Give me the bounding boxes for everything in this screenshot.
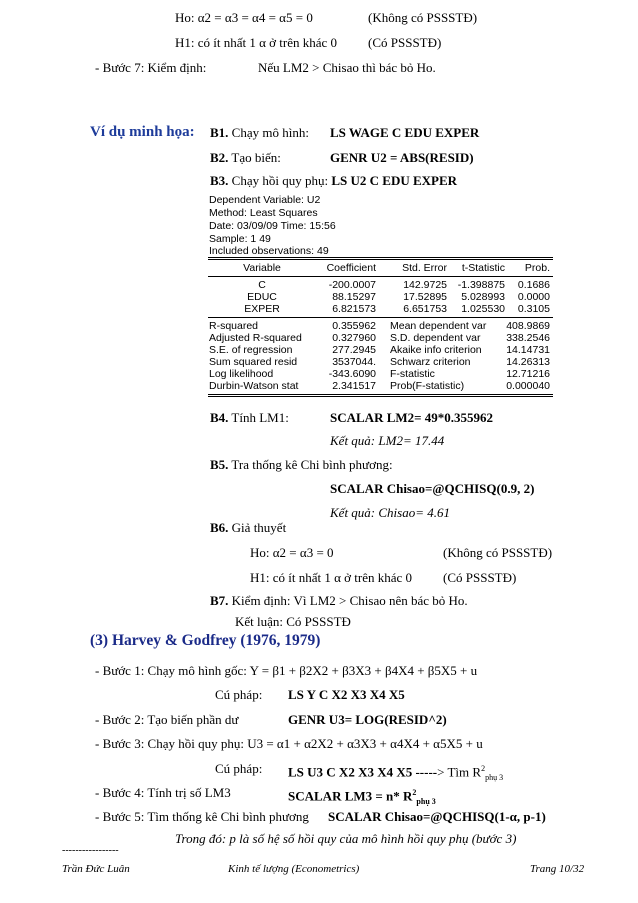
step-b6-h1: H1: có ít nhất 1 α ở trên khác 0 xyxy=(250,570,413,585)
footer-course: Kinh tế lượng (Econometrics) xyxy=(228,863,360,875)
hypothesis-h0-note: (Không có PSSSTĐ) xyxy=(368,10,478,25)
coef-prob: 0.0000 xyxy=(517,291,550,303)
example-b1: B1. Chạy mô hình: xyxy=(210,125,309,140)
example-b3: B3. Chạy hồi quy phụ: LS U2 C EDU EXPER xyxy=(210,173,458,188)
col-header-prob: Prob. xyxy=(524,262,550,274)
output-header-line: Date: 03/09/09 Time: 15:56 xyxy=(209,220,336,232)
harvey-step2: - Bước 2: Tạo biến phần dư xyxy=(95,712,239,727)
coef-value: 88.15297 xyxy=(332,291,376,303)
stat-label: S.E. of regression xyxy=(209,344,293,356)
harvey-step4-cmd: SCALAR LM3 = n* $R^2_{phụ 3}$ xyxy=(288,788,436,806)
col-header-coefficient: Coefficient xyxy=(326,262,376,274)
harvey-title: (3) Harvey & Godfrey (1976, 1979) xyxy=(90,632,321,649)
harvey-step3-cmd: LS U3 C X2 X3 X4 X5 -----> Tìm $R^2_{phụ 3}$ xyxy=(288,764,504,782)
coef-tstat: 1.025530 xyxy=(461,303,505,315)
coef-var: EXPER xyxy=(244,303,280,315)
coef-var: EDUC xyxy=(247,291,277,303)
rule xyxy=(208,257,553,258)
footer-author: Trần Đức Luân xyxy=(62,863,130,875)
coef-tstat: -1.398875 xyxy=(457,279,505,291)
stat-label: Mean dependent var xyxy=(390,320,487,332)
harvey-note: Trong đó: p là số hệ số hồi quy của mô hình hồi quy phụ (bước 3) xyxy=(175,831,517,846)
harvey-syntax-label: Cú pháp: xyxy=(215,687,263,702)
coef-stderr: 142.9725 xyxy=(403,279,447,291)
col-header-std-error: Std. Error xyxy=(402,262,447,274)
rule xyxy=(208,396,553,397)
harvey-step1-cmd: LS Y C X2 X3 X4 X5 xyxy=(288,687,405,702)
harvey-step3: - Bước 3: Chạy hồi quy phụ: U3 = α1 + α2X2 + α3X3 + α4X4 + α5X5 + u xyxy=(95,736,483,751)
stat-label: Sum squared resid xyxy=(209,356,298,368)
step-conclusion: Kết luận: Có PSSSTĐ xyxy=(235,614,351,629)
stat-value: 0.327960 xyxy=(332,332,376,344)
coef-prob: 0.3105 xyxy=(517,303,550,315)
stat-value: 0.355962 xyxy=(332,320,376,332)
footer-page-number: Trang 10/32 xyxy=(530,863,585,875)
stat-value: 277.2945 xyxy=(332,344,376,356)
step7-text: Nếu LM2 > Chisao thì bác bỏ Ho. xyxy=(258,60,436,75)
stat-label: S.D. dependent var xyxy=(390,332,481,344)
hypothesis-h0: Ho: α2 = α3 = α4 = α5 = 0 xyxy=(175,10,313,25)
rule xyxy=(208,317,553,318)
stat-value: 12.71216 xyxy=(506,368,550,380)
example-b1-cmd: LS WAGE C EDU EXPER xyxy=(330,125,480,140)
coef-stderr: 6.651753 xyxy=(403,303,447,315)
stat-label: Prob(F-statistic) xyxy=(390,380,465,392)
step-b4-result: Kết quả: LM2= 17.44 xyxy=(330,433,445,448)
harvey-step2-cmd: GENR U3= LOG(RESID^2) xyxy=(288,712,447,727)
example-b2: B2. Tạo biến: xyxy=(210,150,281,165)
coef-tstat: 5.028993 xyxy=(461,291,505,303)
harvey-step1: - Bước 1: Chạy mô hình gốc: Y = β1 + β2X2 + β3X3 + β4X4 + β5X5 + u xyxy=(95,663,478,678)
step-b4: B4. Tính LM1: xyxy=(210,410,289,425)
stat-value: 14.14731 xyxy=(506,344,550,356)
stat-value: 3537044. xyxy=(332,356,376,368)
harvey-step4: - Bước 4: Tính trị số LM3 xyxy=(95,785,231,800)
stat-value: -343.6090 xyxy=(328,368,376,380)
example-title: Ví dụ minh họa: xyxy=(90,124,195,140)
output-header-line: Dependent Variable: U2 xyxy=(209,194,321,206)
output-header-line: Method: Least Squares xyxy=(209,207,318,219)
step-b5: B5. Tra thống kê Chi bình phương: xyxy=(210,457,393,472)
output-header-line: Sample: 1 49 xyxy=(209,233,271,245)
stat-label: Schwarz criterion xyxy=(390,356,471,368)
rule xyxy=(208,394,553,395)
footer-rule: ----------------- xyxy=(62,845,119,856)
stat-value: 2.341517 xyxy=(332,380,376,392)
coef-value: -200.0007 xyxy=(328,279,376,291)
step-b6: B6. Giả thuyết xyxy=(210,520,287,535)
col-header-t-statistic: t-Statistic xyxy=(461,262,505,274)
stat-label: F-statistic xyxy=(390,368,435,380)
output-header-line: Included observations: 49 xyxy=(209,245,329,257)
harvey-step5-cmd: SCALAR Chisao=@QCHISQ(1-α, p-1) xyxy=(328,809,546,824)
step-b6-h0-note: (Không có PSSSTĐ) xyxy=(443,545,553,560)
step7-label: - Bước 7: Kiểm định: xyxy=(95,60,207,75)
harvey-syntax-label: Cú pháp: xyxy=(215,761,263,776)
stat-value: 408.9869 xyxy=(506,320,550,332)
stat-label: Adjusted R-squared xyxy=(209,332,302,344)
stat-label: Akaike info criterion xyxy=(390,344,482,356)
stat-label: Log likelihood xyxy=(209,368,274,380)
coef-value: 6.821573 xyxy=(332,303,376,315)
rule xyxy=(208,259,553,260)
coef-var: C xyxy=(258,279,266,291)
stat-label: Durbin-Watson stat xyxy=(209,380,299,392)
coef-stderr: 17.52895 xyxy=(403,291,447,303)
step-b6-h1-note: (Có PSSSTĐ) xyxy=(443,570,517,585)
step-b5-cmd: SCALAR Chisao=@QCHISQ(0.9, 2) xyxy=(330,481,535,496)
step-b7: B7. Kiểm định: Vì LM2 > Chisao nên bác bỏ Ho. xyxy=(210,593,468,608)
stat-value: 338.2546 xyxy=(506,332,550,344)
col-header-variable: Variable xyxy=(243,262,281,274)
hypothesis-h1-note: (Có PSSSTĐ) xyxy=(368,35,442,50)
step-b4-cmd: SCALAR LM2= 49*0.355962 xyxy=(330,410,494,425)
stat-value: 14.26313 xyxy=(506,356,550,368)
stat-value: 0.000040 xyxy=(506,380,550,392)
harvey-step5: - Bước 5: Tìm thống kê Chi bình phương xyxy=(95,809,309,824)
step-b6-h0: Ho: α2 = α3 = 0 xyxy=(250,545,334,560)
step-b5-result: Kết quả: Chisao= 4.61 xyxy=(330,505,450,520)
rule xyxy=(208,276,553,277)
coef-prob: 0.1686 xyxy=(517,279,550,291)
hypothesis-h1: H1: có ít nhất 1 α ở trên khác 0 xyxy=(175,35,338,50)
example-b2-cmd: GENR U2 = ABS(RESID) xyxy=(330,150,474,165)
stat-label: R-squared xyxy=(209,320,259,332)
